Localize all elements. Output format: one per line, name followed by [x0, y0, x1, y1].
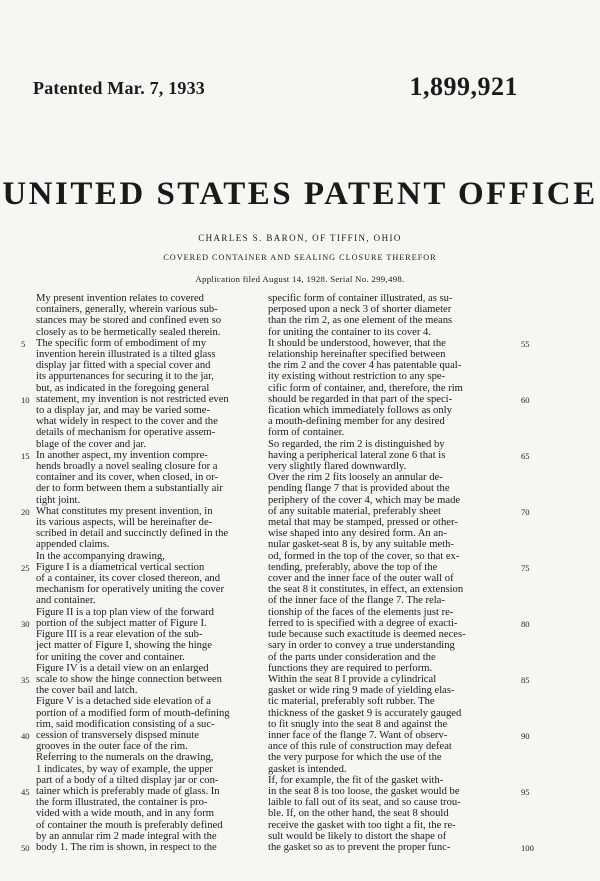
text-line: of the parts under consideration and the: [268, 651, 436, 663]
line-number: 95: [521, 786, 530, 797]
text-line: It should be understood, however, that the: [268, 337, 446, 349]
text-line: body 1. The rim is shown, in respect to the: [36, 841, 217, 853]
text-line: cific form of container, and, therefore, the rim: [268, 382, 463, 394]
line-number: 90: [521, 730, 530, 741]
text-line: od, formed in the top of the cover, so that ex-: [268, 550, 460, 562]
text-line: In another aspect, my invention compre-: [36, 449, 208, 461]
line-number: 40: [21, 730, 30, 741]
text-line: blage of the cover and jar.: [36, 438, 147, 450]
text-line: Within the seat 8 I provide a cylindrical: [268, 673, 437, 685]
text-line: portion of the subject matter of Figure I.: [36, 617, 207, 629]
text-line: ject matter of Figure I, showing the hinge: [36, 640, 212, 652]
text-line: My present invention relates to covered: [36, 293, 204, 304]
inventor-line: CHARLES S. BARON, OF TIFFIN, OHIO: [198, 233, 402, 243]
text-line: metal that may be stamped, pressed or other-: [268, 517, 458, 529]
text-line: Figure V is a detached side elevation of a: [36, 696, 211, 708]
text-line: the rim 2 and the cover 4 has patentable qual-: [268, 360, 462, 372]
line-number: 50: [21, 842, 30, 853]
text-line: The specific form of embodiment of my: [36, 337, 207, 349]
text-line: nular gasket-seat 8 is, by any suitable meth-: [268, 539, 454, 551]
patent-number: 1,899,921: [409, 72, 518, 101]
text-line: the gasket so as to prevent the proper func-: [268, 841, 451, 853]
text-line: ferred to is specified with a degree of exacti-: [268, 617, 458, 629]
text-line: Figure IV is a detail view on an enlarged: [36, 662, 209, 674]
text-line: cession of transversely dispsed minute: [36, 729, 199, 741]
text-line: wise shaped into any desired form. An an-: [268, 528, 447, 540]
text-line: for uniting the cover and container.: [36, 651, 185, 663]
text-line: display jar fitted with a special cover and: [36, 360, 211, 372]
line-number: 15: [21, 450, 30, 461]
text-line: details of mechanism for operative assem-: [36, 427, 216, 439]
right-text-column: [268, 293, 500, 853]
text-line: appended claims.: [36, 539, 110, 551]
text-line: receive the gasket with too tight a fit, the re-: [268, 819, 456, 831]
text-line: vided with a wide mouth, and in any form: [36, 808, 214, 820]
text-line: sult would be likely to distort the shape of: [268, 830, 447, 842]
text-line: 1 indicates, by way of example, the upper: [36, 763, 213, 775]
text-line: In the accompanying drawing,: [36, 550, 165, 562]
text-line: sary in order to convey a true understanding: [268, 640, 455, 652]
text-line: of a container, its cover closed thereon, and: [36, 573, 221, 585]
text-line: invention herein illustrated is a tilted glass: [36, 349, 216, 361]
text-line: tight joint.: [36, 494, 81, 506]
text-line: for uniting the container to its cover 4.: [268, 326, 431, 338]
text-line: gasket is intended.: [268, 763, 347, 775]
text-line: to a display jar, and may be varied some-: [36, 405, 211, 417]
line-number: 85: [521, 674, 530, 685]
line-number: 35: [21, 674, 30, 685]
line-number: 75: [521, 562, 530, 573]
text-line: the seat 8 it constitutes, in effect, an extension: [268, 584, 464, 596]
text-line: Figure I is a diametrical vertical section: [36, 561, 205, 573]
line-number: 20: [21, 506, 30, 517]
line-number: 65: [521, 450, 530, 461]
text-line: containers, generally, wherein various sub-: [36, 304, 218, 316]
line-number: 10: [21, 394, 30, 405]
line-number: 70: [521, 506, 530, 517]
text-line: functions they are required to perform.: [268, 662, 433, 674]
text-line: than the rim 2, as one element of the means: [268, 315, 453, 327]
text-line: periphery of the cover 4, which may be made: [268, 494, 461, 506]
text-line: der to form between them a substantially air: [36, 483, 223, 495]
text-line: part of a body of a tilted display jar or con-: [36, 774, 219, 786]
text-line: to fit snugly into the seat 8 and against the: [268, 718, 448, 730]
text-line: portion of a modified form of mouth-defining: [36, 707, 230, 719]
text-line: tionship of the faces of the elements just re-: [268, 606, 454, 618]
text-line: should be regarded in that part of the speci-: [268, 393, 453, 405]
left-text-column: [36, 293, 268, 853]
text-line: gasket or wide ring 9 made of yielding elas-: [268, 685, 455, 697]
text-line: fication which immediately follows as only: [268, 405, 452, 417]
text-line: hends broadly a novel sealing closure for a: [36, 461, 218, 473]
text-line: rim, said modification consisting of a suc-: [36, 718, 215, 730]
text-line: inner face of the flange 7. Want of observ-: [268, 729, 448, 741]
line-number: 55: [521, 338, 530, 349]
text-line: container and its cover, when closed, in or-: [36, 472, 219, 484]
text-line: its various aspects, will be hereinafter de-: [36, 517, 213, 529]
text-line: the cover bail and latch.: [36, 685, 138, 697]
text-line: the very purpose for which the use of the: [268, 752, 442, 764]
text-line: cover and the inner face of the outer wall of: [268, 573, 454, 585]
text-line: Referring to the numerals on the drawing,: [36, 752, 214, 764]
text-line: tending, preferably, above the top of the: [268, 561, 438, 573]
text-line: in the seat 8 is too loose, the gasket would be: [268, 785, 460, 797]
text-line: form of container.: [268, 427, 345, 439]
text-line: having a peripherical lateral zone 6 that is: [268, 449, 446, 461]
text-line: but, as indicated in the foregoing general: [36, 382, 210, 394]
text-line: Figure III is a rear elevation of the sub-: [36, 629, 203, 641]
patent-date: Patented Mar. 7, 1933: [33, 78, 206, 98]
text-line: If, for example, the fit of the gasket with-: [268, 774, 444, 786]
text-line: ance of this rule of construction may defeat: [268, 741, 452, 753]
line-number: 80: [521, 618, 530, 629]
text-line: ble. If, on the other hand, the seat 8 should: [268, 808, 449, 820]
text-line: laible to fall out of its seat, and so cause trou-: [268, 797, 461, 809]
text-line: scale to show the hinge connection between: [36, 673, 222, 685]
text-line: Over the rim 2 fits loosely an annular de-: [268, 472, 443, 484]
text-line: statement, my invention is not restricted even: [36, 393, 229, 405]
text-line: ity existing without restriction to any spe-: [268, 371, 446, 383]
text-line: thickness of the gasket 9 is accurately gauged: [268, 707, 462, 719]
text-line: closely as to be hermetically sealed therein.: [36, 326, 221, 338]
text-line: stances may be stored and confined even so: [36, 315, 222, 327]
text-line: grooves in the outer face of the rim.: [36, 741, 188, 753]
text-line: specific form of container illustrated, as su-: [268, 293, 453, 304]
text-line: and container.: [36, 595, 96, 607]
text-line: a mouth-defining member for any desired: [268, 416, 445, 428]
line-number: 60: [521, 394, 530, 405]
text-line: So regarded, the rim 2 is distinguished by: [268, 438, 445, 450]
text-line: of any suitable material, preferably sheet: [268, 505, 441, 517]
text-line: what widely in respect to the cover and the: [36, 416, 218, 428]
text-line: of container the mouth is preferably defined: [36, 819, 223, 831]
text-line: relationship hereinafter specified between: [268, 349, 446, 361]
text-line: its appurtenances for securing it to the jar,: [36, 371, 214, 383]
text-line: What constitutes my present invention, in: [36, 505, 213, 517]
text-line: mechanism for operatively uniting the cover: [36, 584, 224, 596]
text-line: pending flange 7 that is provided about the: [268, 483, 450, 495]
line-number: 25: [21, 562, 30, 573]
subject-title: COVERED CONTAINER AND SEALING CLOSURE THEREFOR: [163, 253, 437, 262]
application-line: Application filed August 14, 1928. Serial No. 299,498.: [195, 274, 405, 284]
line-number: 30: [21, 618, 30, 629]
text-line: very slightly flared downwardly.: [268, 461, 407, 473]
line-number: 100: [521, 842, 534, 853]
text-line: tainer which is preferably made of glass. In: [36, 785, 220, 797]
text-line: Figure II is a top plan view of the forward: [36, 606, 214, 618]
office-title: UNITED STATES PATENT OFFICE: [2, 176, 598, 212]
text-line: tic material, preferably soft rubber. The: [268, 696, 435, 708]
line-number: 45: [21, 786, 30, 797]
line-number: 5: [21, 338, 26, 349]
text-line: by an annular rim 2 made integral with the: [36, 830, 217, 842]
text-line: scribed in detail and succinctly defined in the: [36, 528, 229, 540]
text-line: tude because such exactitude is deemed neces-: [268, 629, 466, 641]
text-line: perposed upon a neck 3 of shorter diameter: [268, 304, 452, 316]
text-line: the form illustrated, the container is pro-: [36, 797, 208, 809]
text-line: of the inner face of the flange 7. The rela-: [268, 595, 445, 607]
